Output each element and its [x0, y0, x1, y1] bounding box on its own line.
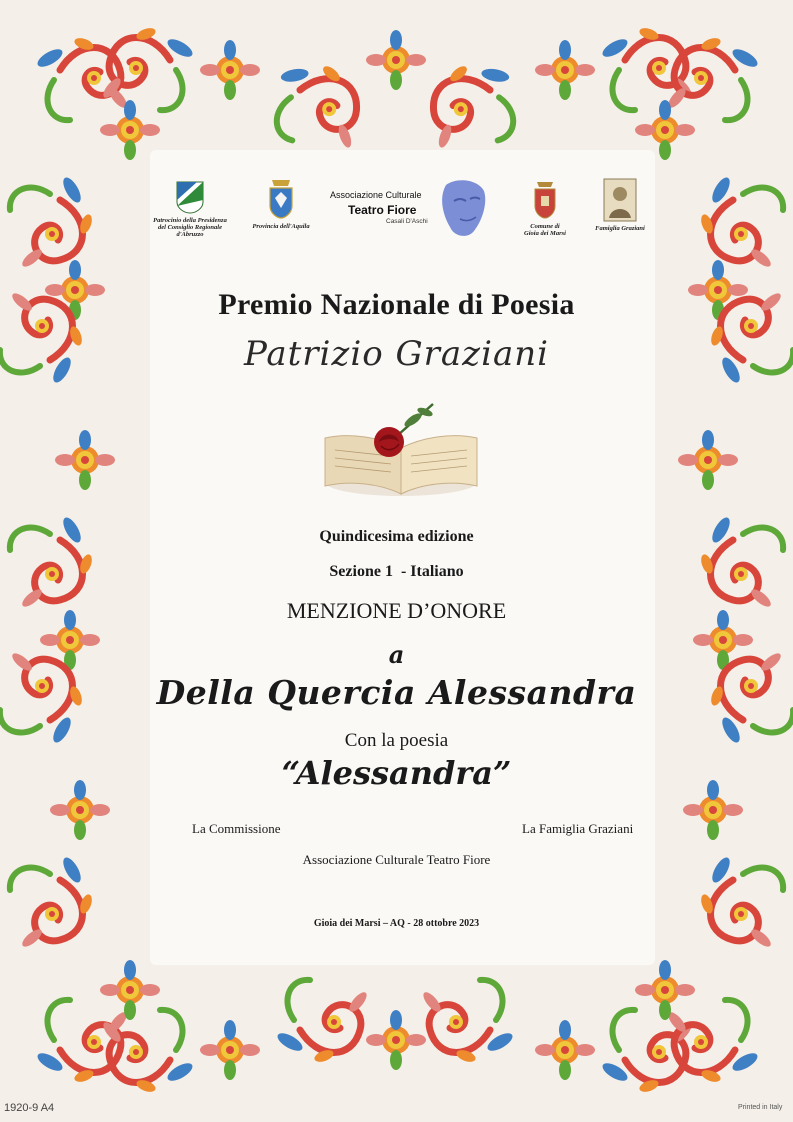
- teatro-fiore-mask-icon: [436, 177, 488, 239]
- signature-family: La Famiglia Graziani: [522, 821, 634, 836]
- assoc-label: Associazione Culturale: [330, 190, 422, 200]
- logo-abruzzo: Patrocinio della Presidenza del Consiglio Regionale d'Abruzzo: [150, 180, 230, 238]
- printed-in-label: Printed in Italy: [738, 1104, 783, 1111]
- section-label: Sezione 1 - Italiano: [329, 563, 464, 580]
- certificate-panel: [150, 150, 655, 965]
- award-namesake: Patrizio Graziani: [244, 334, 549, 374]
- gioia-dei-marsi-crest-icon: [531, 180, 559, 220]
- place-date: Gioia dei Marsi – AQ - 28 ottobre 2023: [313, 918, 480, 929]
- print-code: 1920-9 A4: [4, 1102, 55, 1114]
- honor-title: MENZIONE D’ONORE: [286, 598, 507, 623]
- rose-on-open-book-icon: [321, 398, 483, 498]
- to-label: a: [388, 640, 405, 669]
- logo-famiglia: Famiglia Graziani: [588, 178, 652, 232]
- logo-gioia: Comune di Gioia dei Marsi: [512, 180, 578, 237]
- with-poem-label: Con la poesia: [344, 730, 449, 751]
- logo-teatro-fiore: [330, 177, 490, 239]
- provincia-aquila-crest-icon: [266, 178, 296, 220]
- famiglia-graziani-photo-icon: [603, 178, 637, 222]
- assoc-name: Teatro Fiore: [348, 203, 417, 217]
- abruzzo-region-emblem-icon: [175, 180, 205, 214]
- poem-title: “Alessandra”: [281, 754, 512, 792]
- logo-provincia: Provincia dell'Aquila: [245, 178, 317, 230]
- signature-association: Associazione Culturale Teatro Fiore: [302, 852, 491, 867]
- winner-name: Della Quercia Alessandra: [156, 673, 637, 712]
- signature-commission: La Commissione: [192, 821, 281, 836]
- assoc-sub: Casali D'Aschi: [386, 218, 428, 225]
- page-title: Premio Nazionale di Poesia: [218, 288, 575, 321]
- edition-label: Quindicesima edizione: [319, 528, 474, 545]
